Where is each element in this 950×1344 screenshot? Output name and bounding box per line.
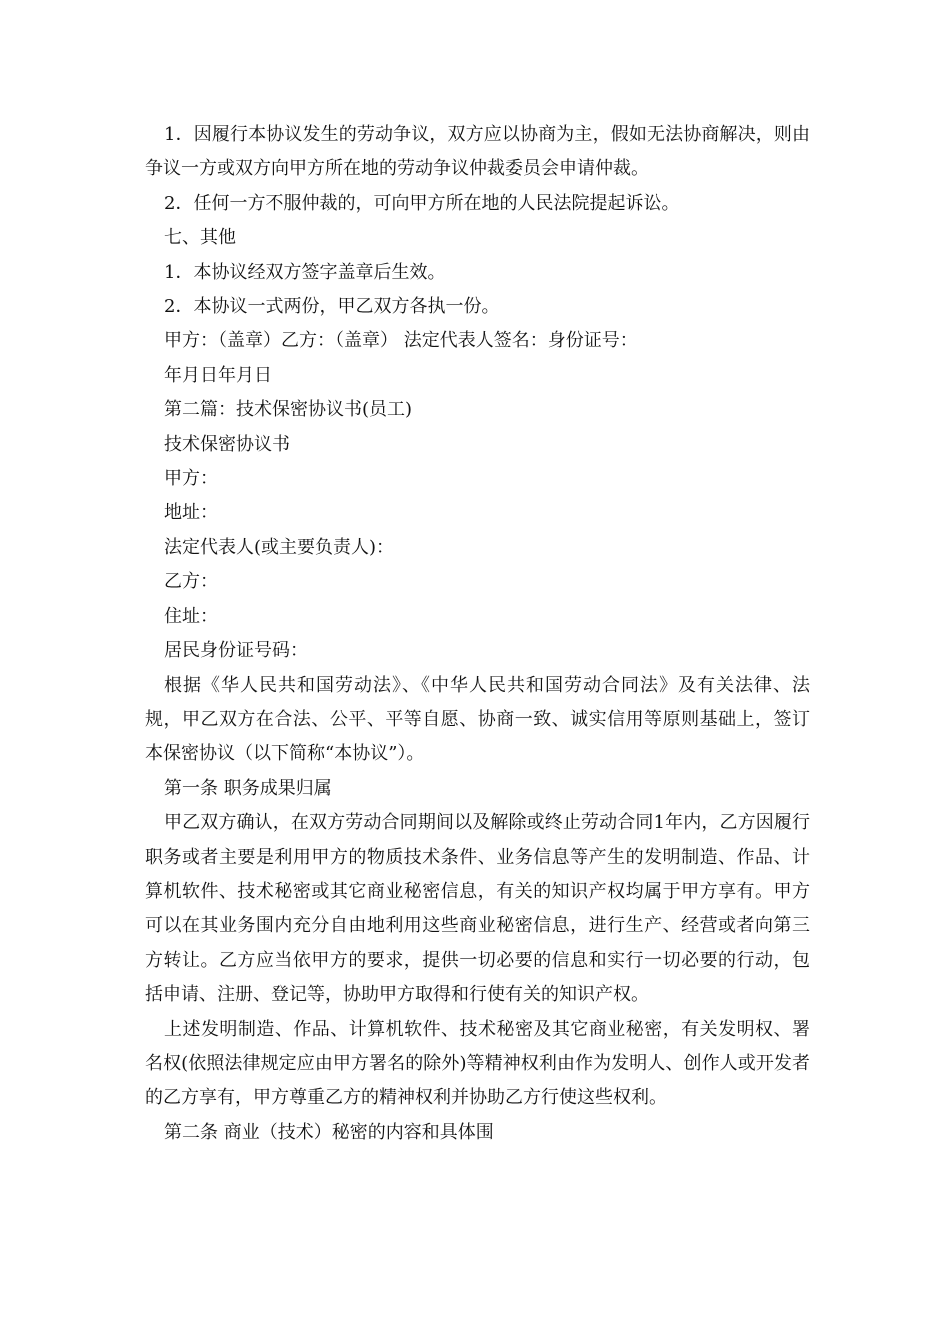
- paragraph-dispute-litigation: 2．任何一方不服仲裁的，可向甲方所在地的人民法院提起诉讼。: [164, 192, 680, 214]
- field-id-number: 居民身份证号码：: [164, 640, 308, 662]
- signature-line: 甲方：（盖章）乙方：（盖章） 法定代表人签名：身份证号：: [164, 330, 638, 352]
- paragraph-copies: 2．本协议一式两份，甲乙双方各执一份。: [164, 296, 500, 318]
- article-2-heading: 第二条 商业（技术）秘密的内容和具体围: [164, 1121, 494, 1143]
- article-1-moral-rights: 上述发明制造、作品、计算机软件、技术秘密及其它商业秘密，有关发明权、署名权(依照法律规定应由甲方署名的除外)等精神权利由作为发明人、创作人或开发者的乙方享有，甲方尊重乙方的精神权利并协助乙方行使这些权利。: [145, 1018, 810, 1109]
- paragraph-effective: 1．本协议经双方签字盖章后生效。: [164, 261, 446, 283]
- chapter-title: 第二篇：技术保密协议书(员工): [164, 399, 413, 421]
- field-party-b: 乙方：: [164, 571, 218, 593]
- article-1-body: 甲乙双方确认，在双方劳动合同期间以及解除或终止劳动合同1年内，乙方因履行职务或者主要是利用甲方的物质技术条件、业务信息等产生的发明制造、作品、计算机软件、技术秘密或其它商业秘密信息，有关的知识产权均属于甲方享有。甲方可以在其业务围内充分自由地利用这些商业秘密信息，进行生产、经营或者向第三方转让。乙方应当依甲方的要求，提供一切必要的信息和实行一切必要的行动，包括申请、注册、登记等，协助甲方取得和行使有关的知识产权。: [145, 812, 810, 1006]
- document-body: [145, 118, 810, 1150]
- date-line: 年月日年月日: [164, 364, 272, 386]
- section-heading-other: 七、其他: [164, 227, 236, 249]
- paragraph-basis: 根据《华人民共和国劳动法》、《中华人民共和国劳动合同法》及有关法律、法规，甲乙双方在合法、公平、平等自愿、协商一致、诚实信用等原则基础上，签订本保密协议（以下简称“本协议”）。: [145, 674, 810, 765]
- field-residence: 住址：: [164, 605, 218, 627]
- document-title: 技术保密协议书: [164, 433, 290, 455]
- paragraph-dispute-negotiation: 1．因履行本协议发生的劳动争议，双方应以协商为主，假如无法协商解决，则由争议一方或双方向甲方所在地的劳动争议仲裁委员会申请仲裁。: [145, 124, 810, 180]
- article-1-heading: 第一条 职务成果归属: [164, 777, 332, 799]
- field-address: 地址：: [164, 502, 218, 524]
- field-legal-representative: 法定代表人(或主要负责人)：: [164, 536, 395, 558]
- field-party-a: 甲方：: [164, 468, 218, 490]
